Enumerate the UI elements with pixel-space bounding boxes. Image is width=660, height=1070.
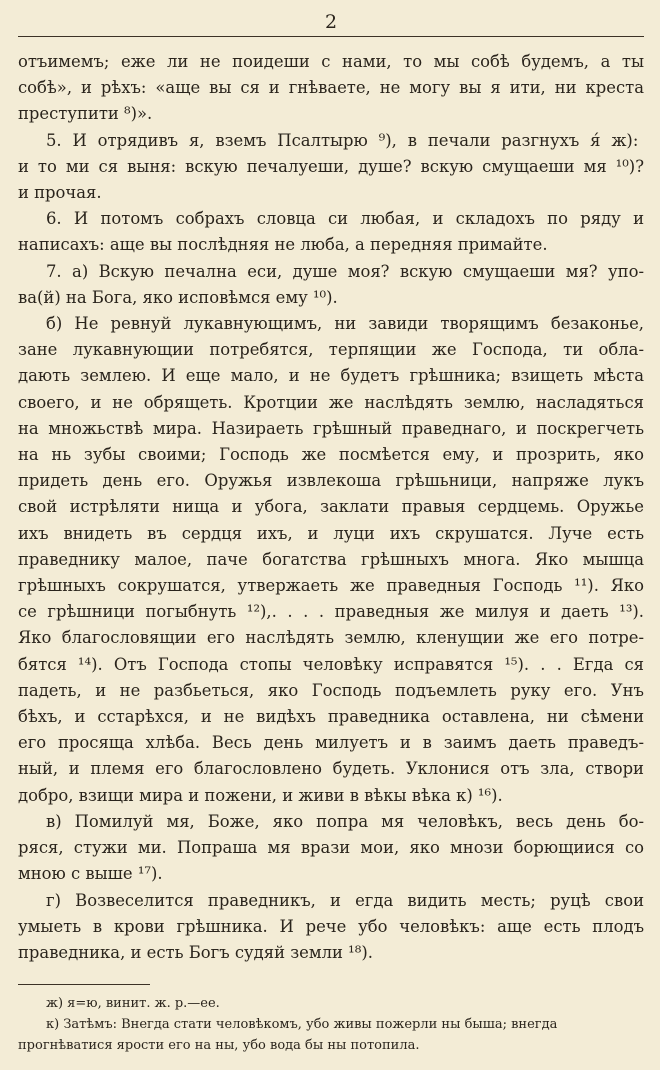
text-line: мною с выше ¹⁷). (18, 864, 163, 884)
text-line: г) Возвеселится праведникъ, и егда видить месть; руцѣ свои (46, 890, 644, 910)
footnote-line: ж) я=ю, винит. ж. р.—ее. (46, 996, 220, 1012)
text-line: зане лукавнующии потребятся, терпящии же Господа, ти обла- (18, 340, 644, 360)
text-line: се грѣшници погыбнуть ¹²),. . . . праведныя же милуя и даеть ¹³). (18, 602, 644, 622)
footnotes (18, 993, 644, 1056)
text-line: придеть день его. Оружья извлекоша грѣшьници, напряже лукъ (18, 471, 644, 491)
text-line: 7. а) Вскую печална еси, душе моя? вскую смущаеши мя? упо- (46, 261, 644, 281)
text-line: праведнику малое, паче богатства грѣшныхъ многа. Яко мышца (18, 549, 644, 569)
text-line: на нь зубы своими; Господь же посмѣется ему, и прозрить, яко (18, 445, 644, 465)
text-line: 6. И потомъ собрахъ словца си любая, и складохъ по ряду и (46, 209, 644, 229)
text-line: б) Не ревнуй лукавнующимъ, ни завиди творящимъ безаконье, (46, 314, 644, 334)
text-line: и прочая. (18, 183, 102, 203)
text-line: свой истрѣляти нища и убога, заклати правыя сердцемь. Оружье (18, 497, 644, 517)
text-line: своего, и не обрящеть. Кротции же наслѣдять землю, насладяться (18, 392, 644, 412)
text-line: добро, взищи мира и пожени, и живи в вѣкы вѣка к) ¹⁶). (18, 785, 503, 805)
body-text (18, 49, 644, 966)
text-line: падеть, и не разбьеться, яко Господь подъемлеть руку его. Унъ (18, 680, 644, 700)
text-line: в) Помилуй мя, Боже, яко попра мя человѣкъ, весь день бо- (46, 811, 644, 831)
text-line: собѣ», и рѣхъ: «аще вы ся и гнѣваете, не могу вы я ити, ни креста (18, 78, 644, 98)
page-number: 2 (324, 11, 338, 33)
text-line: на множьствѣ мира. Назираеть грѣшный праведнаго, и поскрегчеть (18, 418, 644, 438)
text-line: праведника, и есть Богъ судяй земли ¹⁸). (18, 942, 373, 962)
text-line: и то ми ся выня: вскую печалуеши, душе? вскую смущаеши мя ¹⁰)? (18, 156, 644, 176)
text-line: отъимемъ; еже ли не поидеши с нами, то мы собѣ будемъ, а ты (18, 52, 644, 71)
text-line: написахъ: аще вы послѣдняя не люба, а передняя примайте. (18, 235, 548, 255)
footnote-line: прогнѣватися ярости его на ны, убо вода бы ны потопила. (18, 1038, 420, 1054)
text-line: грѣшныхъ сокрушатся, утвержаеть же праведныя Господь ¹¹). Яко (18, 576, 644, 596)
text-line: ва(й) на Бога, яко исповѣмся ему ¹⁰). (18, 287, 338, 307)
header-rule (18, 36, 644, 37)
text-line: преступити ⁸)». (18, 104, 153, 124)
footnote-line: к) Затѣмъ: Внегда стати человѣкомъ, убо живы пожерли ны быша; внегда (46, 1017, 558, 1033)
text-line: умыеть в крови грѣшника. И рече убо человѣкъ: аще есть плодъ (18, 916, 644, 936)
text-line: бятся ¹⁴). Отъ Господа стопы человѣку исправятся ¹⁵). . . Егда ся (18, 654, 644, 674)
text-line: дають землею. И еще мало, и не будетъ грѣшника; взищеть мѣста (18, 366, 644, 386)
text-line: его просяща хлѣба. Весь день милуетъ и в заимъ даеть праведъ- (18, 733, 644, 753)
footnote-rule (18, 984, 150, 985)
text-line: ихъ внидеть въ сердця ихъ, и луци ихъ скрушатся. Луче есть (18, 523, 644, 543)
text-line: ный, и племя его благословлено будеть. Уклонися отъ зла, створи (18, 759, 644, 779)
text-line: бѣхъ, и сстарѣхся, и не видѣхъ праведника оставлена, ни сѣмени (18, 707, 644, 727)
text-line: Яко благословящии его наслѣдять землю, кленущии же его потре- (18, 628, 644, 648)
text-line: ряся, стужи ми. Попраша мя врази мои, яко мнози борющиися со (18, 838, 644, 858)
text-line: 5. И отрядивъ я, вземъ Псалтырю ⁹), в печали разгнухъ я́ ж): (46, 130, 639, 150)
